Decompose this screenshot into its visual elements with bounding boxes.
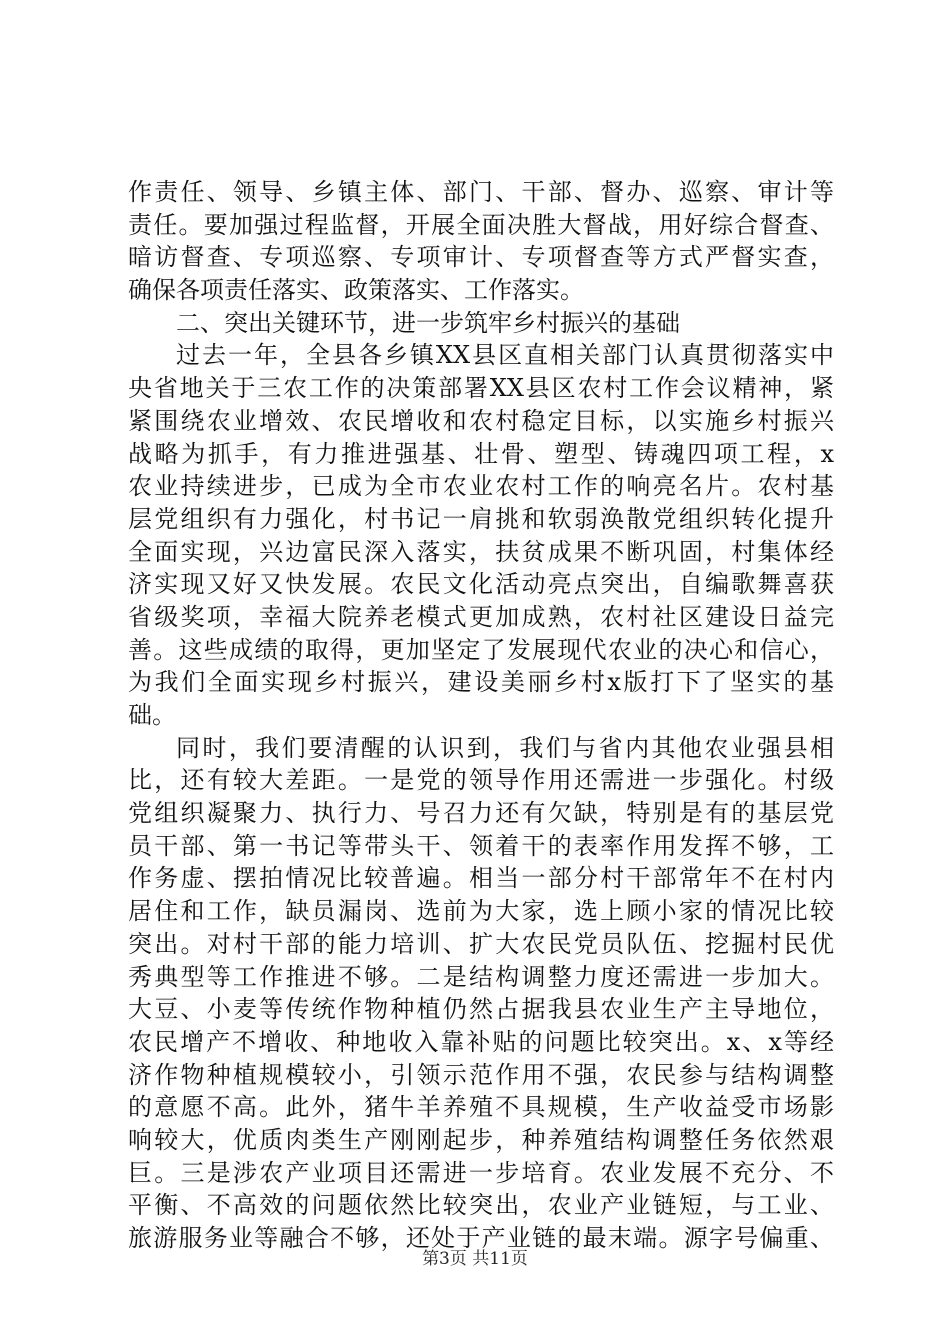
text-line: 过去一年，全县各乡镇XX县区直相关部门认真贯彻落实中 <box>176 341 834 370</box>
text-line: 为我们全面实现乡村振兴，建设美丽乡村x版打下了坚实的基 <box>128 668 834 697</box>
text-line: 比，还有较大差距。一是党的领导作用还需进一步强化。村级 <box>128 766 834 795</box>
text-line: 层党组织有力强化，村书记一肩挑和软弱涣散党组织转化提升 <box>128 504 834 533</box>
text-line: 战略为抓手，有力推进强基、壮骨、塑型、铸魂四项工程，x <box>128 439 834 468</box>
text-line: 巨。三是涉农产业项目还需进一步培育。农业发展不充分、不 <box>128 1158 834 1187</box>
text-line: 大豆、小麦等传统作物种植仍然占据我县农业生产主导地位， <box>128 995 834 1024</box>
text-line: 暗访督查、专项巡察、专项审计、专项督查等方式严督实查， <box>128 243 834 272</box>
text-line: 善。这些成绩的取得，更加坚定了发展现代农业的决心和信心， <box>128 635 834 664</box>
text-line: 的意愿不高。此外，猪牛羊养殖不具规模，生产收益受市场影 <box>128 1093 834 1122</box>
text-line: 确保各项责任落实、政策落实、工作落实。 <box>128 276 584 305</box>
text-line: 员干部、第一书记等带头干、领着干的表率作用发挥不够，工 <box>128 831 834 860</box>
text-line: 省级奖项，幸福大院养老模式更加成熟，农村社区建设日益完 <box>128 602 834 631</box>
text-line: 党组织凝聚力、执行力、号召力还有欠缺，特别是有的基层党 <box>128 799 834 828</box>
text-line: 平衡、不高效的问题依然比较突出，农业产业链短，与工业、 <box>128 1191 834 1220</box>
text-line: 响较大，优质肉类生产刚刚起步，种养殖结构调整任务依然艰 <box>128 1125 834 1154</box>
text-line: 作责任、领导、乡镇主体、部门、干部、督办、巡察、审计等 <box>128 178 834 206</box>
text-line: 责任。要加强过程监督，开展全面决胜大督战，用好综合督查、 <box>128 210 834 239</box>
text-line: 紧围绕农业增效、农民增收和农村稳定目标，以实施乡村振兴 <box>128 406 834 435</box>
text-line: 突出。对村干部的能力培训、扩大农民党员队伍、挖掘村民优 <box>128 929 834 958</box>
text-line: 同时，我们要清醒的认识到，我们与省内其他农业强县相 <box>176 733 834 762</box>
text-line: 全面实现，兴边富民深入落实，扶贫成果不断巩固，村集体经 <box>128 537 834 566</box>
text-line: 旅游服务业等融合不够，还处于产业链的最末端。源字号偏重、 <box>128 1224 834 1252</box>
text-line: 农民增产不增收、种地收入靠补贴的问题比较突出。x、x等经 <box>128 1027 834 1056</box>
text-line: 秀典型等工作推进不够。二是结构调整力度还需进一步加大。 <box>128 962 834 991</box>
text-line: 济实现又好又快发展。农民文化活动亮点突出，自编歌舞喜获 <box>128 570 834 599</box>
text-line: 农业持续进步，已成为全市农业农村工作的响亮名片。农村基 <box>128 472 834 501</box>
text-line: 济作物种植规模较小，引领示范作用不强，农民参与结构调整 <box>128 1060 834 1089</box>
text-line: 居住和工作，缺员漏岗、选前为大家，选上顾小家的情况比较 <box>128 897 834 926</box>
text-line: 央省地关于三农工作的决策部署XX县区农村工作会议精神，紧 <box>128 374 834 403</box>
document-body <box>128 176 834 1255</box>
page-footer: 第3页 共11页 <box>422 1249 528 1269</box>
text-line: 础。 <box>128 701 176 729</box>
text-line: 作务虚、摆拍情况比较普遍。相当一部分村干部常年不在村内 <box>128 864 834 893</box>
text-line: 二、突出关键环节，进一步筑牢乡村振兴的基础 <box>176 308 680 337</box>
